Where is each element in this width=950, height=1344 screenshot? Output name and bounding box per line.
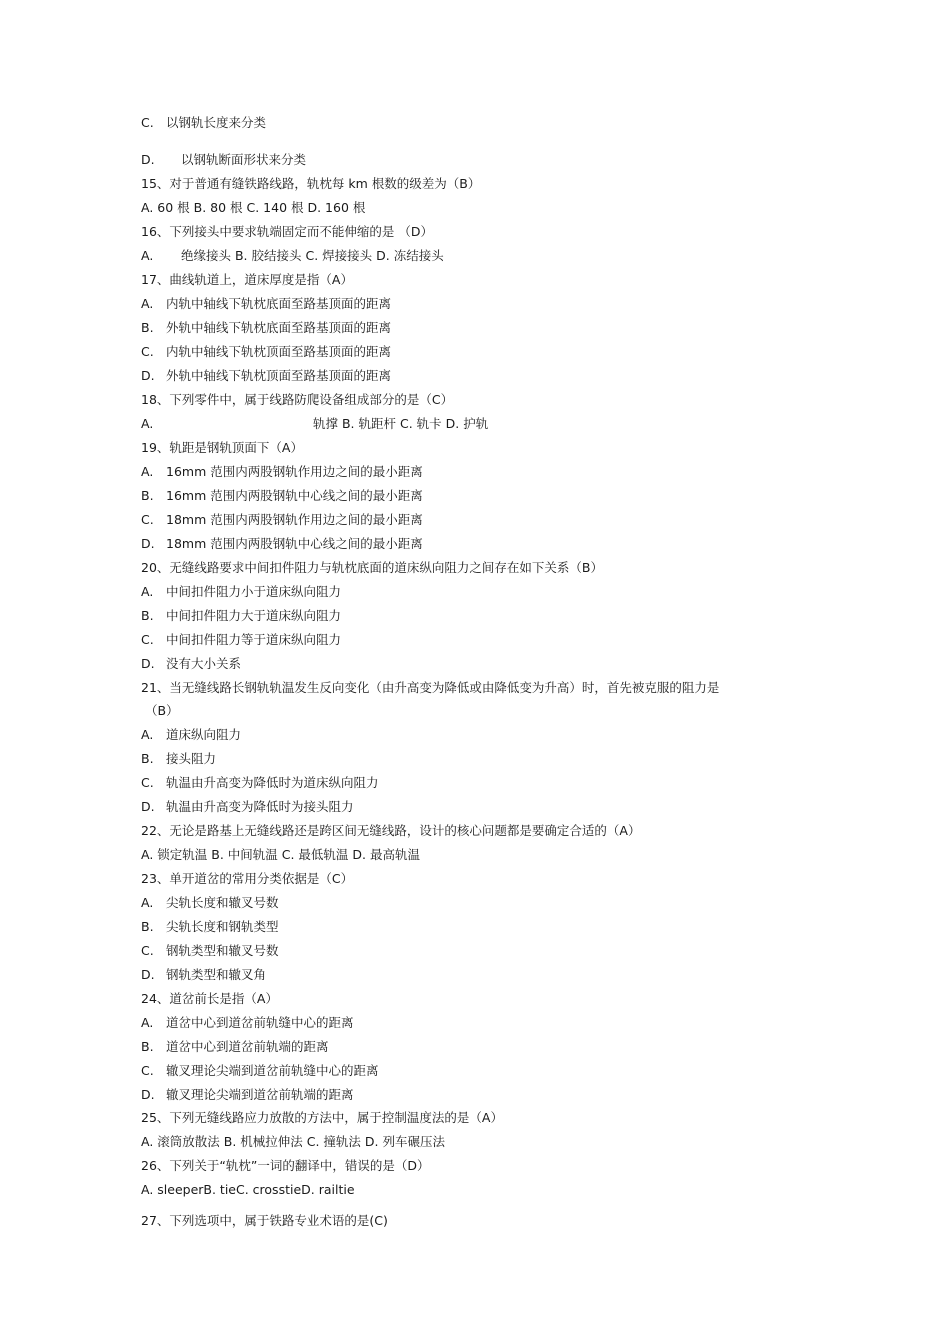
option-letter: B. (141, 751, 154, 766)
option-text: 18mm 范围内两股钢轨中心线之间的最小距离 (166, 536, 423, 551)
option-letter: C. (141, 115, 154, 130)
q22-stem: 22、无论是路基上无缝线路还是跨区间无缝线路，设计的核心问题都是要确定合适的（A） (141, 823, 641, 838)
option-letter: A. (141, 727, 154, 742)
option-text: 外轨中轴线下轨枕底面至路基顶面的距离 (166, 320, 392, 335)
q14-option-d (141, 152, 306, 168)
q25-stem: 25、下列无缝线路应力放散的方法中，属于控制温度法的是（A） (141, 1110, 503, 1125)
option-letter: C. (141, 344, 154, 359)
q21-stem: 21、当无缝线路长钢轨轨温发生反向变化（由升高变为降低或由降低变为升高）时，首先被克服的阻力是 (141, 680, 720, 695)
option-text: 内轨中轴线下轨枕底面至路基顶面的距离 (166, 296, 392, 311)
q21-option-d (141, 799, 354, 815)
q19-stem: 19、轨距是钢轨顶面下（A） (141, 440, 303, 455)
q20-option-b (141, 608, 341, 624)
q23-option-c (141, 943, 279, 959)
q18-stem: 18、下列零件中，属于线路防爬设备组成部分的是（C） (141, 392, 454, 407)
q24-stem: 24、道岔前长是指（A） (141, 991, 278, 1006)
option-text: 外轨中轴线下轨枕顶面至路基顶面的距离 (166, 368, 392, 383)
q15-options: A. 60 根 B. 80 根 C. 140 根 D. 160 根 (141, 200, 366, 215)
q20-option-a (141, 584, 341, 600)
option-letter: D. (141, 656, 155, 671)
q23-stem: 23、单开道岔的常用分类依据是（C） (141, 871, 354, 886)
option-text: 绝缘接头 B. 胶结接头 C. 焊接接头 D. 冻结接头 (181, 248, 444, 263)
option-letter: B. (141, 608, 154, 623)
option-text: 中间扣件阻力小于道床纵向阻力 (166, 584, 342, 599)
option-letter: B. (141, 320, 154, 335)
option-letter: D. (141, 152, 155, 167)
option-text: 16mm 范围内两股钢轨作用边之间的最小距离 (166, 464, 423, 479)
q26-stem: 26、下列关于“轨枕”一词的翻译中，错误的是（D） (141, 1158, 430, 1173)
q27-stem: 27、下列选项中，属于铁路专业术语的是(C) (141, 1213, 388, 1228)
q21-option-a (141, 727, 241, 743)
option-text: 道岔中心到道岔前轨端的距离 (166, 1039, 329, 1054)
option-text: 中间扣件阻力等于道床纵向阻力 (166, 632, 342, 647)
option-text: 没有大小关系 (166, 656, 242, 671)
option-letter: D. (141, 1087, 155, 1102)
option-text: 以钢轨断面形状来分类 (181, 152, 307, 167)
option-letter: D. (141, 799, 155, 814)
option-text: 轨撑 B. 轨距杆 C. 轨卡 D. 护轨 (313, 416, 489, 431)
q26-options: A. sleeperB. tieC. crosstieD. railtie (141, 1182, 355, 1197)
q20-stem: 20、无缝线路要求中间扣件阻力与轨枕底面的道床纵向阻力之间存在如下关系（B） (141, 560, 603, 575)
option-text: 尖轨长度和钢轨类型 (166, 919, 279, 934)
q17-option-a (141, 296, 391, 312)
option-letter: C. (141, 1063, 154, 1078)
q24-option-c (141, 1063, 379, 1079)
q18-options (141, 416, 488, 432)
option-text: 轨温由升高变为降低时为道床纵向阻力 (166, 775, 379, 790)
q21-stem-cont: （B） (145, 703, 179, 718)
option-text: 钢轨类型和辙叉号数 (166, 943, 279, 958)
option-letter: B. (141, 488, 154, 503)
option-letter: B. (141, 919, 154, 934)
q21-option-c (141, 775, 379, 791)
q24-option-d (141, 1087, 354, 1103)
q21-option-b (141, 751, 216, 767)
q15-stem: 15、对于普通有缝铁路线路，轨枕每 km 根数的级差为（B） (141, 176, 481, 191)
q17-stem: 17、曲线轨道上，道床厚度是指（A） (141, 272, 353, 287)
option-text: 辙叉理论尖端到道岔前轨端的距离 (166, 1087, 354, 1102)
q19-option-c (141, 512, 423, 528)
option-text: 接头阻力 (166, 751, 217, 766)
q24-option-a (141, 1015, 354, 1031)
option-letter: C. (141, 943, 154, 958)
option-text: 中间扣件阻力大于道床纵向阻力 (166, 608, 342, 623)
q17-option-b (141, 320, 391, 336)
q23-option-d (141, 967, 266, 983)
option-letter: A. (141, 416, 154, 431)
option-text: 16mm 范围内两股钢轨中心线之间的最小距离 (166, 488, 423, 503)
option-letter: C. (141, 632, 154, 647)
option-letter: A. (141, 1015, 154, 1030)
q22-options: A. 锁定轨温 B. 中间轨温 C. 最低轨温 D. 最高轨温 (141, 847, 420, 862)
option-text: 尖轨长度和辙叉号数 (166, 895, 279, 910)
q14-option-c (141, 115, 266, 131)
q17-option-c (141, 344, 391, 360)
option-text: 钢轨类型和辙叉角 (166, 967, 267, 982)
q19-option-d (141, 536, 423, 552)
option-letter: B. (141, 1039, 154, 1054)
option-letter: C. (141, 512, 154, 527)
q17-option-d (141, 368, 391, 384)
q19-option-b (141, 488, 423, 504)
option-letter: A. (141, 464, 154, 479)
option-letter: A. (141, 895, 154, 910)
option-text: 道床纵向阻力 (166, 727, 242, 742)
option-letter: A. (141, 248, 154, 263)
q19-option-a (141, 464, 423, 480)
option-letter: A. (141, 584, 154, 599)
option-letter: D. (141, 967, 155, 982)
option-text: 18mm 范围内两股钢轨作用边之间的最小距离 (166, 512, 423, 527)
option-text: 以钢轨长度来分类 (166, 115, 267, 130)
q16-options (141, 248, 444, 264)
option-letter: A. (141, 296, 154, 311)
option-text: 道岔中心到道岔前轨缝中心的距离 (166, 1015, 354, 1030)
option-text: 内轨中轴线下轨枕顶面至路基顶面的距离 (166, 344, 392, 359)
q20-option-c (141, 632, 341, 648)
q25-options: A. 滚筒放散法 B. 机械拉伸法 C. 撞轨法 D. 列车碾压法 (141, 1134, 445, 1149)
q23-option-a (141, 895, 279, 911)
q20-option-d (141, 656, 241, 672)
q16-stem: 16、下列接头中要求轨端固定而不能伸缩的是 （D） (141, 224, 434, 239)
option-letter: D. (141, 536, 155, 551)
option-text: 辙叉理论尖端到道岔前轨缝中心的距离 (166, 1063, 379, 1078)
option-letter: C. (141, 775, 154, 790)
option-letter: D. (141, 368, 155, 383)
q24-option-b (141, 1039, 329, 1055)
q23-option-b (141, 919, 279, 935)
option-text: 轨温由升高变为降低时为接头阻力 (166, 799, 354, 814)
